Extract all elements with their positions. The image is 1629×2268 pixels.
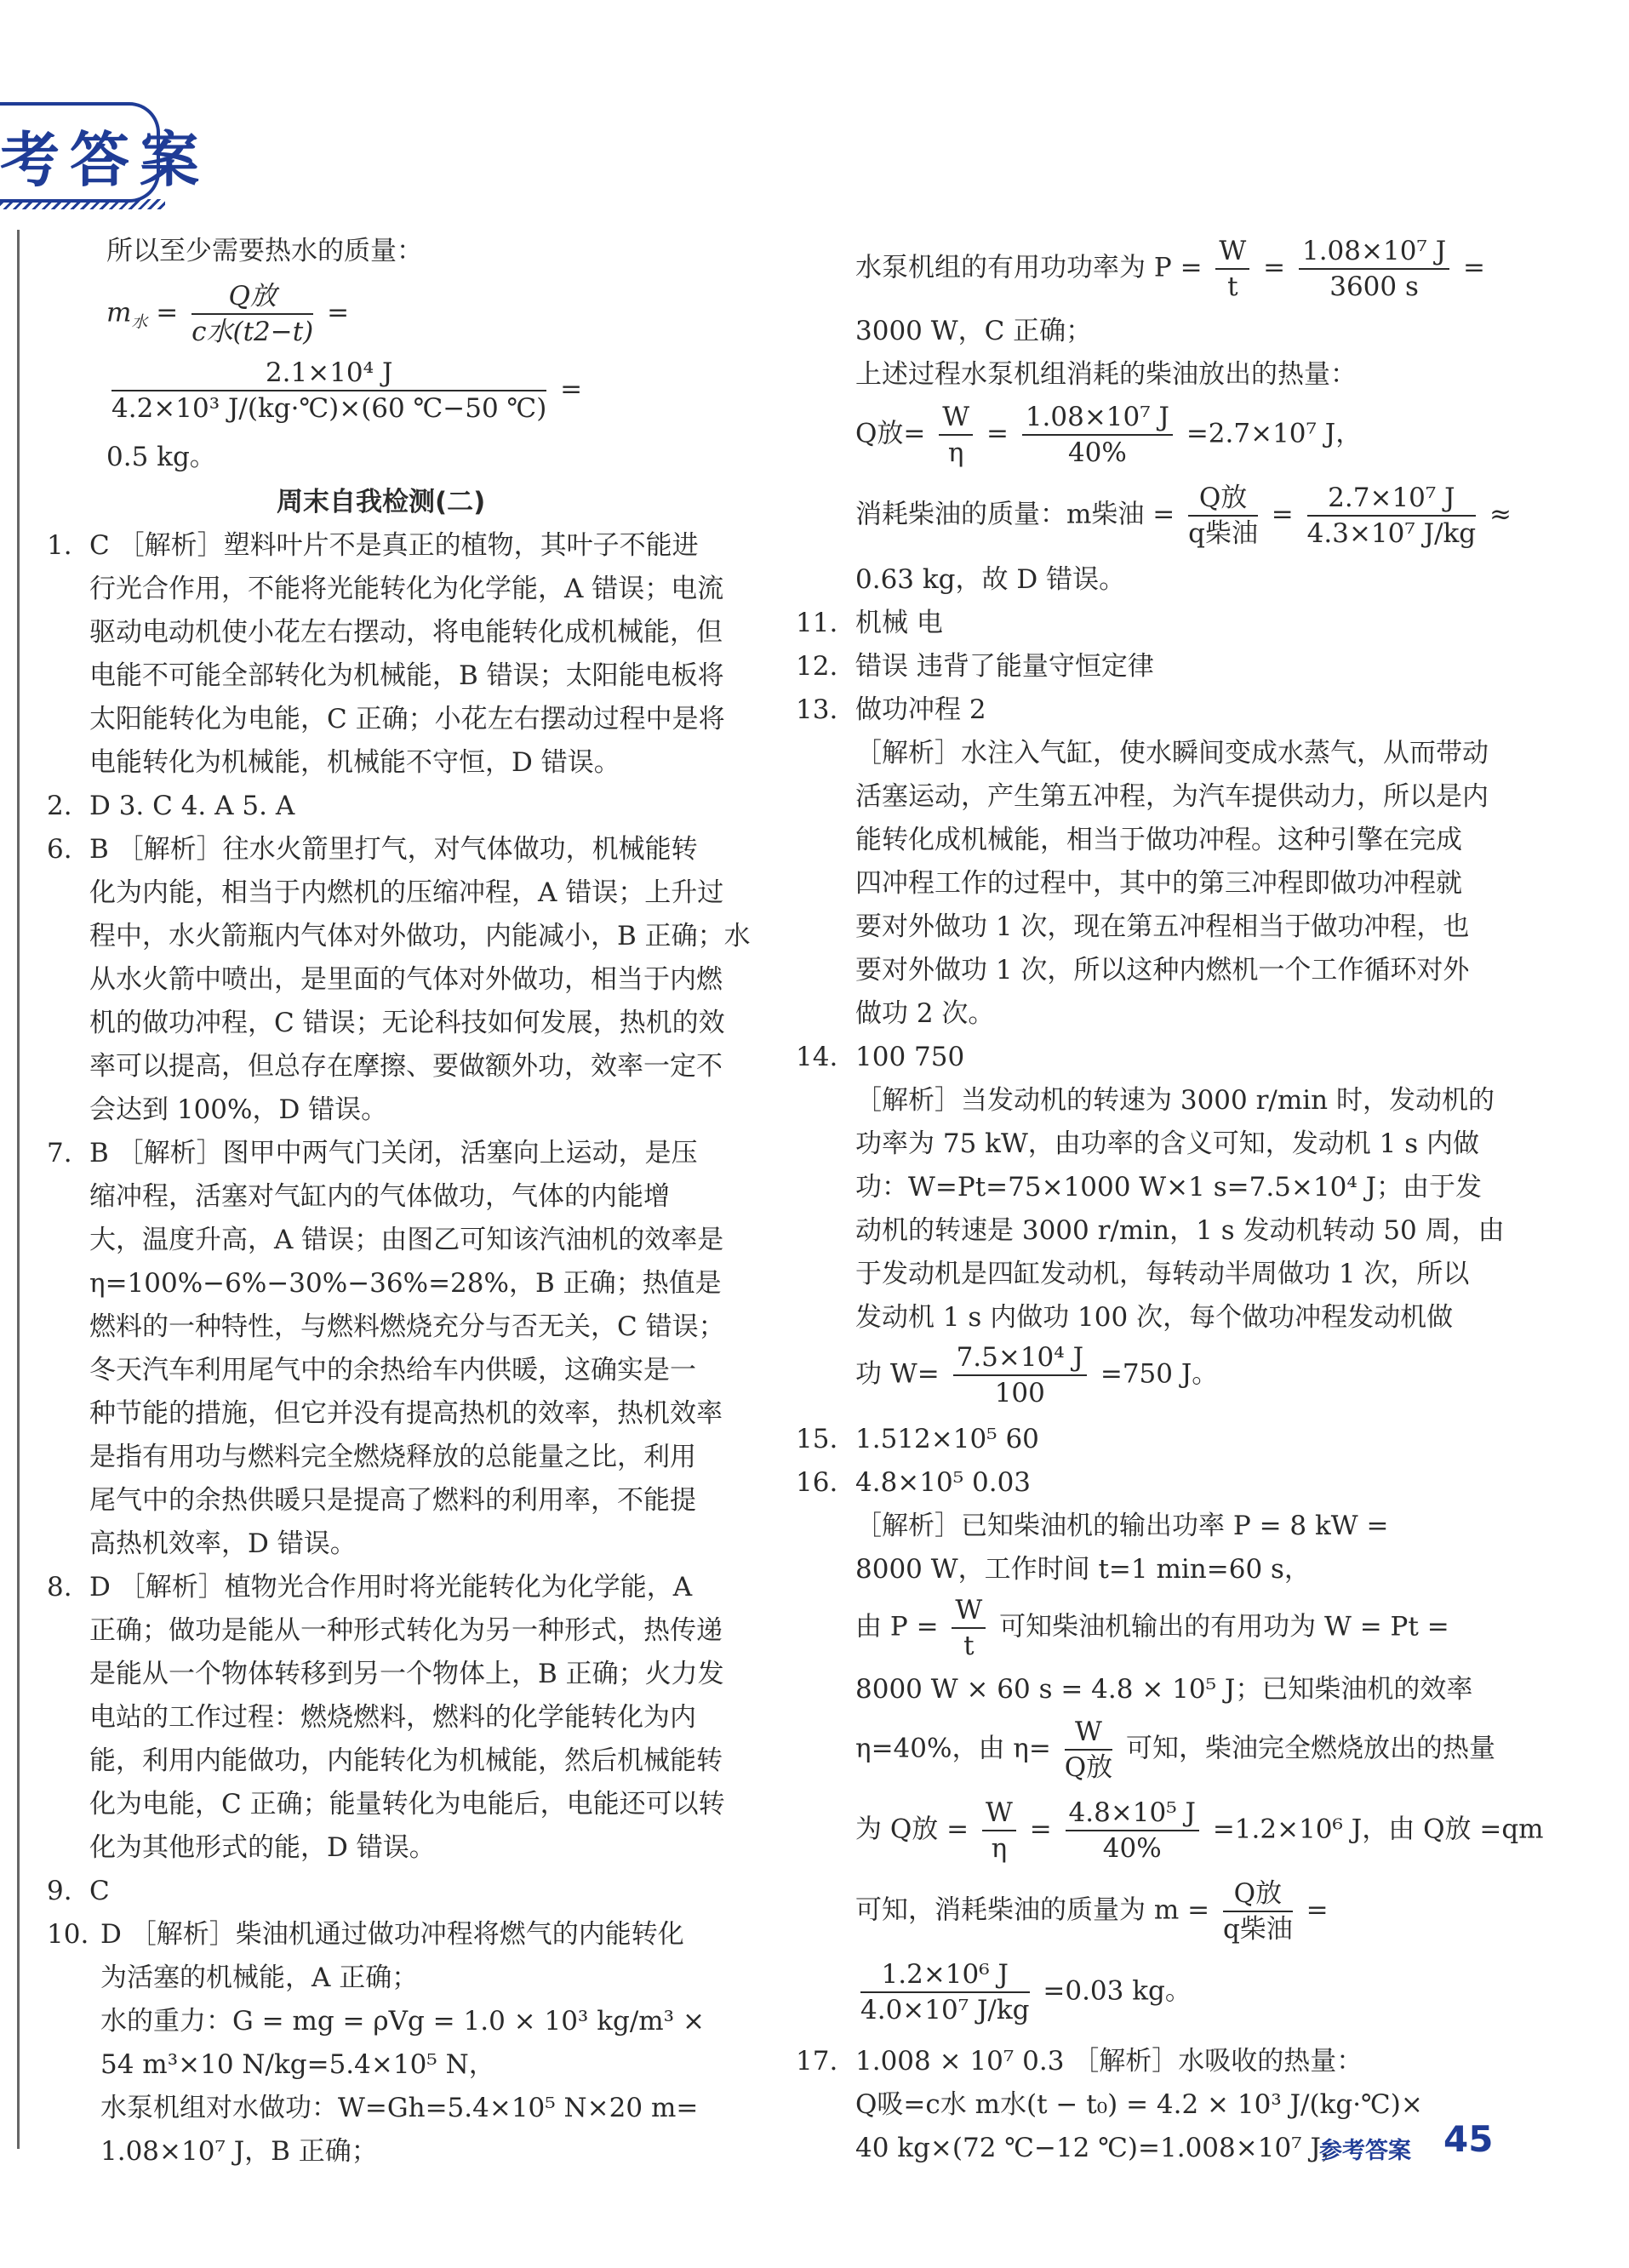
fraction-num: W — [1065, 1715, 1112, 1751]
fraction — [1215, 234, 1249, 304]
q8-number: 8. — [47, 1572, 72, 1602]
mass-result: 0.5 kg。 — [106, 442, 216, 472]
q16-formula-line — [855, 1715, 1495, 1785]
q7-line: 大，温度升高，A 错误；由图乙可知该汽油机的效率是 — [89, 1225, 724, 1255]
q16-formula-line — [855, 1877, 1329, 1946]
q7-line: 种节能的措施，但它并没有提高热机的效率，热机效率 — [89, 1398, 723, 1429]
fraction-den: t — [1227, 271, 1238, 302]
q13-line: ［解析］水注入气缸，使水瞬间变成水蒸气，从而带动 — [855, 738, 1489, 768]
work-label: 功 W= — [855, 1358, 940, 1390]
q6-line: 机的做功冲程，C 错误；无论科技如何发展，热机的效 — [89, 1008, 725, 1038]
q6-line: 会达到 100%，D 错误。 — [89, 1094, 388, 1125]
q13-line: 要对外做功 1 次，所以这种内燃机一个工作循环对外 — [855, 955, 1470, 985]
formula-post: = — [1306, 1894, 1329, 1926]
q16-answer: 4.8×10⁵ 0.03 — [855, 1467, 1032, 1498]
q14-line: 功率为 75 kW，由功率的含义可知，发动机 1 s 内做 — [855, 1128, 1479, 1159]
q9-number: 9. — [47, 1876, 72, 1906]
section-header-title: 考答案 — [0, 125, 209, 195]
q16-formula-line — [855, 1957, 1192, 2027]
fraction-den: η — [991, 1833, 1008, 1864]
q10-line: 水的重力：G = mg = ρVg = 1.0 × 10³ kg/m³ × — [100, 2006, 705, 2037]
q8-line: 能，利用内能做功，内能转化为机械能，然后机械能转 — [89, 1745, 723, 1776]
fraction — [1065, 1715, 1112, 1785]
fraction-den: q柴油 — [1188, 518, 1258, 549]
margin-rule — [17, 230, 20, 2149]
q7-line: 冬天汽车利用尾气中的余热给车内供暖，这确实是一 — [89, 1355, 696, 1385]
diesel-result: 0.63 kg，故 D 错误。 — [855, 564, 1126, 595]
q1-line: 行光合作用，不能将光能转化为化学能，A 错误；电流 — [89, 574, 724, 604]
mass-calc-num: 2.1×10⁴ J — [111, 356, 546, 391]
fraction-den: 4.0×10⁷ J/kg — [860, 1995, 1030, 2025]
q7-line: 尾气中的余热供暖只是提高了燃料的利用率，不能提 — [89, 1485, 696, 1516]
fraction-den: Q放 — [1064, 1752, 1113, 1783]
q14-line: 于发动机是四缸发动机，每转动半周做功 1 次，所以 — [855, 1259, 1470, 1289]
q17-line: 1.008 × 10⁷ 0.3 ［解析］水吸收的热量： — [855, 2046, 1363, 2077]
q14-line: ［解析］当发动机的转速为 3000 r/min 时，发动机的 — [855, 1085, 1495, 1116]
footer-label: 参考答案 — [1319, 2138, 1411, 2164]
fraction — [952, 1593, 986, 1663]
work-result: =750 J。 — [1100, 1358, 1219, 1390]
q1-line: C ［解析］塑料叶片不是真正的植物，其叶子不能进 — [89, 530, 699, 561]
q8-line: 化为电能，C 正确；能量转化为电能后，电能还可以转 — [89, 1789, 725, 1820]
page-number: 45 — [1443, 2118, 1494, 2160]
mass-calc-fraction — [111, 356, 546, 426]
q15-answer: 1.512×10⁵ 60 — [855, 1424, 1039, 1454]
q13-line: 做功 2 次。 — [855, 998, 995, 1029]
mass-sub: 水 — [131, 312, 148, 332]
q17-line: Q吸=c水 m水(t − t₀) = 4.2 × 10³ J/(kg·℃)× — [855, 2089, 1423, 2120]
q14-work-formula — [855, 1340, 1218, 1410]
q6-line: B ［解析］往水火箭里打气，对气体做功，机械能转 — [89, 834, 698, 865]
q1-line: 驱动电动机使小花左右摆动，将电能转化成机械能，但 — [89, 617, 723, 648]
q8-line: D ［解析］植物光合作用时将光能转化为化学能，A — [89, 1572, 693, 1602]
fraction-den: q柴油 — [1222, 1914, 1293, 1945]
formula-pre: 可知，消耗柴油的质量为 m = — [855, 1894, 1210, 1926]
formula-pre: η=40%，由 η= — [855, 1733, 1051, 1764]
q16-formula-line — [855, 1593, 1449, 1663]
mass-fraction-num: Q放 — [191, 279, 313, 315]
mass-fraction — [191, 279, 313, 349]
fraction — [860, 1957, 1030, 2027]
q10-line: 54 m³×10 N/kg=5.4×10⁵ N， — [100, 2049, 495, 2080]
fraction-num: W — [982, 1796, 1016, 1831]
q12-answer: 错误 违背了能量守恒定律 — [855, 651, 1154, 682]
q13-line: 要对外做功 1 次，现在第五冲程相当于做功冲程，也 — [855, 911, 1470, 942]
q8-line: 电站的工作过程：燃烧燃料，燃料的化学能转化为内 — [89, 1702, 696, 1733]
fraction-den: 4.3×10⁷ J/kg — [1306, 518, 1477, 549]
q8-line: 化为其他形式的能，D 错误。 — [89, 1832, 436, 1863]
q9-answer: C — [89, 1876, 110, 1906]
q14-line: 发动机 1 s 内做功 100 次，每个做功冲程发动机做 — [855, 1302, 1454, 1333]
fraction-den: η — [947, 437, 964, 468]
fraction — [1022, 400, 1173, 470]
mass-calc: $\frac{\text{2.1×10⁴ J}}{\text{4.2×10³ J/(kg·℃)×(60 ℃−50 ℃)}}$ = — [111, 357, 583, 424]
intro-text: 所以至少需要热水的质量： — [106, 236, 423, 266]
diesel-label: 消耗柴油的质量：m柴油 = — [855, 499, 1175, 530]
fraction-den: 40% — [1102, 1833, 1162, 1864]
q2-number: 2. — [47, 791, 72, 821]
q8-line: 是能从一个物体转移到另一个物体上，B 正确；火力发 — [89, 1659, 724, 1689]
fraction — [953, 1340, 1087, 1410]
q10-number: 10. — [47, 1919, 89, 1950]
formula-post: =1.2×10⁶ J，由 Q放 =qm — [1212, 1814, 1544, 1845]
fraction-num: W — [1215, 234, 1249, 270]
q8-line: 正确；做功是能从一种形式转化为另一种形式，热传递 — [89, 1615, 723, 1646]
formula-post: 可知，柴油完全燃烧放出的热量 — [1126, 1733, 1495, 1764]
q7-line: B ［解析］图甲中两气门关闭，活塞向上运动，是压 — [89, 1138, 698, 1168]
q13-answer: 做功冲程 2 — [855, 694, 986, 725]
power-label: 水泵机组的有用功功率为 P = — [855, 252, 1203, 283]
q2-5-answers: D 3. C 4. A 5. A — [89, 791, 295, 821]
q11-number: 11. — [796, 608, 838, 638]
fraction-num: 1.08×10⁷ J — [1022, 400, 1173, 436]
q17-number: 17. — [796, 2046, 838, 2077]
q10-line: 为活塞的机械能，A 正确； — [100, 1962, 419, 1993]
q7-line: 是指有用功与燃料完全燃烧释放的总能量之比，利用 — [89, 1442, 696, 1472]
q6-line: 化为内能，相当于内燃机的压缩冲程，A 错误；上升过 — [89, 877, 724, 908]
q14-line: 功：W=Pt=75×1000 W×1 s=7.5×10⁴ J；由于发 — [855, 1172, 1483, 1203]
fraction-num: Q放 — [1188, 481, 1258, 517]
diesel-mass-formula: 消耗柴油的质量：m柴油 = $\frac{\text{Q放}}{\text{q柴油}}$ = $\frac{\text{2.7×10⁷ J}}{\text{4.3×10⁷ J/kg}}$ ≈ — [855, 483, 1512, 549]
mass-calc-den: 4.2×10³ J/(kg·℃)×(60 ℃−50 ℃) — [111, 393, 547, 424]
section-title: 周末自我检测(二) — [277, 487, 486, 517]
fraction — [1307, 481, 1477, 551]
q14-answer: 100 750 — [855, 1042, 965, 1072]
fraction-num: 4.8×10⁵ J — [1066, 1796, 1199, 1831]
fraction — [1223, 1877, 1293, 1946]
fraction-den: 40% — [1067, 437, 1127, 468]
q6-number: 6. — [47, 834, 72, 865]
q1-line: 太阳能转化为电能，C 正确；小花左右摆动过程中是将 — [89, 704, 725, 734]
power-formula: 水泵机组的有用功功率为 P = $\frac{W}{t}$ = $\frac{\text{1.08×10⁷ J}}{3600 s}$ = — [855, 236, 1485, 302]
q1-line: 电能不可能全部转化为机械能，B 错误；太阳能电板将 — [89, 660, 724, 691]
fraction — [939, 400, 973, 470]
q14-number: 14. — [796, 1042, 838, 1072]
formula-post: 可知柴油机输出的有用功为 W = Pt = — [999, 1611, 1449, 1642]
q15-number: 15. — [796, 1424, 838, 1454]
q16-line: 8000 W，工作时间 t=1 min=60 s， — [855, 1554, 1311, 1585]
fraction-num: 1.08×10⁷ J — [1299, 234, 1449, 270]
q13-line: 四冲程工作的过程中，其中的第三冲程即做功冲程就 — [855, 868, 1462, 899]
fraction-num: W — [939, 400, 973, 436]
fraction — [1299, 234, 1449, 304]
q7-line: 高热机效率，D 错误。 — [89, 1528, 357, 1559]
q12-number: 12. — [796, 651, 838, 682]
fraction-num: 2.7×10⁷ J — [1307, 481, 1477, 517]
q13-line: 能转化成机械能，相当于做功冲程。这种引擎在完成 — [855, 825, 1462, 855]
q7-line: η=100%−6%−30%−36%=28%，B 正确；热值是 — [89, 1268, 722, 1299]
power-result: 3000 W，C 正确； — [855, 316, 1093, 346]
fraction — [1066, 1796, 1199, 1865]
q10-line: 1.08×10⁷ J，B 正确； — [100, 2136, 378, 2167]
q6-line: 程中，水火箭瓶内气体对外做功，内能减小，B 正确；水 — [89, 921, 751, 951]
q6-line: 率可以提高，但总存在摩擦、要做额外功，效率一定不 — [89, 1051, 723, 1082]
mass-fraction-den: c水(t2−t) — [191, 317, 314, 347]
fraction-den: t — [963, 1631, 975, 1661]
heat-intro: 上述过程水泵机组消耗的柴油放出的热量： — [855, 359, 1357, 390]
q10-line: D ［解析］柴油机通过做功冲程将燃气的内能转化 — [100, 1919, 684, 1950]
q7-line: 缩冲程，活塞对气缸内的气体做功，气体的内能增 — [89, 1181, 670, 1212]
q1-line: 电能转化为机械能，机械能不守恒，D 错误。 — [89, 747, 620, 778]
q16-number: 16. — [796, 1467, 838, 1498]
formula-pre: 为 Q放 = — [855, 1814, 969, 1845]
q16-line: 8000 W × 60 s = 4.8 × 10⁵ J；已知柴油机的效率 — [855, 1674, 1473, 1705]
q7-line: 燃料的一种特性，与燃料燃烧充分与否无关，C 错误； — [89, 1311, 725, 1342]
fraction-num: 1.2×10⁶ J — [860, 1957, 1030, 1993]
q14-line: 动机的转速是 3000 r/min，1 s 发动机转动 50 周，由 — [855, 1215, 1505, 1246]
fraction — [982, 1796, 1016, 1865]
q11-answer: 机械 电 — [855, 608, 943, 638]
mass-symbol: m — [106, 297, 132, 328]
q7-number: 7. — [47, 1138, 72, 1168]
heat-formula: Q放= $\frac{W}{\eta}$ = $\frac{\text{1.08×10⁷ J}}{40\%}$ =2.7×10⁷ J， — [855, 402, 1363, 468]
q1-number: 1. — [47, 530, 72, 561]
formula-post: =0.03 kg。 — [1043, 1975, 1192, 2007]
fraction-num: Q放 — [1223, 1877, 1293, 1912]
heat-result: =2.7×10⁷ J， — [1186, 418, 1363, 449]
fraction-num: W — [952, 1593, 986, 1629]
approx-sign: ≈ — [1489, 499, 1512, 530]
q16-formula-line: 为 Q放 = $\frac{W}{\eta}$ = $\frac{\text{4.8×10⁵ J}}{40\%}$ =1.2×10⁶ J，由 Q放 =qm — [855, 1797, 1544, 1864]
heat-label: Q放= — [855, 418, 926, 449]
fraction — [1188, 481, 1258, 551]
q13-line: 活塞运动，产生第五冲程，为汽车提供动力，所以是内 — [855, 781, 1489, 812]
q10-line: 水泵机组对水做功：W=Gh=5.4×10⁵ N×20 m= — [100, 2093, 699, 2123]
q13-number: 13. — [796, 694, 838, 725]
fraction-den: 100 — [994, 1378, 1045, 1408]
fraction-num: 7.5×10⁴ J — [953, 1340, 1087, 1376]
mass-formula: $m_水$ = $\frac{\text{Q放}}{\text{c水(t2−t)}}$ = — [106, 281, 350, 347]
formula-pre: 由 P = — [855, 1611, 939, 1642]
fraction-den: 3600 s — [1329, 271, 1419, 302]
q16-line: ［解析］已知柴油机的输出功率 P = 8 kW = — [855, 1511, 1389, 1541]
q17-line: 40 kg×(72 ℃−12 ℃)=1.008×10⁷ J， — [855, 2133, 1347, 2163]
q6-line: 从水火箭中喷出，是里面的气体对外做功，相当于内燃 — [89, 964, 723, 995]
